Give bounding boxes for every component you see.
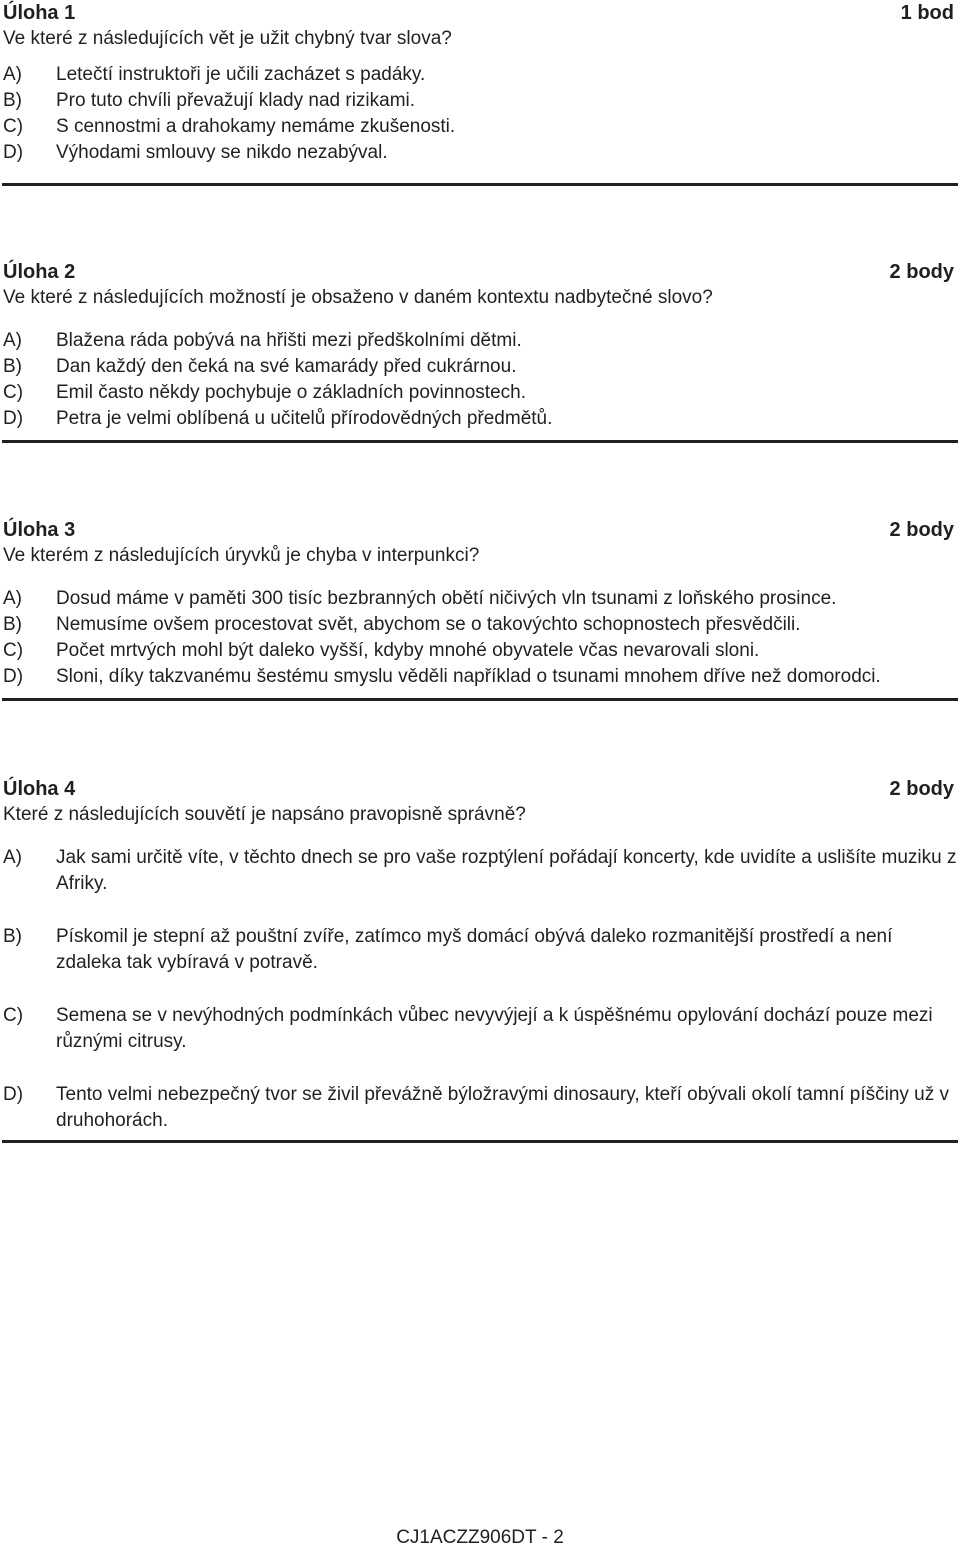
section-divider [2,1140,958,1143]
page-footer [0,1525,960,1551]
task-title: Úloha 4 [3,778,76,800]
option-letter: D) [3,408,24,429]
option-text: S cennostmi a drahokamy nemáme zkušenosti. [56,116,456,137]
option-text: Emil často někdy pochybuje o základních povinnostech. [56,382,526,403]
option-list [3,586,958,690]
task-3 [3,517,958,690]
option-text: Semena se v nevýhodných podmínkách vůbec nevyvýjejí a k úspěšnému opylování dochází pouze mezi různými citrusy. [56,1005,933,1052]
section-divider [2,698,958,701]
option-a [3,62,958,88]
task-question: Ve kterém z následujících úryvků je chyba v interpunkci? [3,545,480,566]
option-letter: C) [3,382,24,403]
option-text: Petra je velmi oblíbená u učitelů přírodovědných předmětů. [56,408,553,429]
option-c [3,1003,958,1055]
option-text: Pro tuto chvíli převažují klady nad rizikami. [56,90,416,111]
option-letter: A) [3,330,22,351]
task-title: Úloha 3 [3,519,76,541]
option-letter: B) [3,90,22,111]
option-a [3,586,958,612]
option-text: Pískomil je stepní až pouštní zvíře, zatímco myš domácí obývá daleko rozmanitější prostředí a není zdaleka tak vybíravá v potravě. [56,926,893,973]
option-a [3,328,958,354]
option-letter: C) [3,1005,24,1026]
option-text: Letečtí instruktoři je učili zacházet s padáky. [56,64,426,85]
option-letter: B) [3,614,22,635]
section-divider [2,183,958,186]
task-question: Které z následujících souvětí je napsáno pravopisně správně? [3,804,526,825]
option-text: Jak sami určitě víte, v těchto dnech se pro vaše rozptýlení pořádají koncerty, kde uvidíte a uslišíte muziku z Afriky. [56,847,957,894]
option-text: Dosud máme v paměti 300 tisíc bezbranných obětí ničivých vln tsunami z loňského prosince. [56,588,837,609]
option-c [3,114,958,140]
option-letter: C) [3,116,24,137]
option-letter: A) [3,847,22,868]
document-code: CJ1ACZZ906DT [396,1527,537,1548]
option-a [3,845,958,897]
option-letter: B) [3,356,22,377]
task-header [3,0,958,26]
option-d [3,406,958,432]
option-text: Tento velmi nebezpečný tvor se živil převážně býložravými dinosaury, kteří obývali okolí tamní píščiny už v druhohorách. [56,1084,950,1131]
task-points: 2 body [889,261,954,283]
option-d [3,1082,958,1134]
task-2 [3,259,958,432]
task-4 [3,776,958,1134]
task-header [3,259,958,285]
option-b [3,88,958,114]
option-letter: D) [3,666,24,687]
option-b [3,612,958,638]
option-text: Dan každý den čeká na své kamarády před cukrárnou. [56,356,517,377]
option-b [3,924,958,976]
page-number: - 2 [541,1527,564,1548]
option-letter: A) [3,64,22,85]
task-1 [3,0,958,166]
option-c [3,380,958,406]
task-question: Ve které z následujících vět je užit chybný tvar slova? [3,28,452,49]
option-text: Sloni, díky takzvanému šestému smyslu věděli například o tsunami mnohem dříve než domorodci. [56,666,881,687]
task-question: Ve které z následujících možností je obsaženo v daném kontextu nadbytečné slovo? [3,287,713,308]
task-header [3,776,958,802]
task-points: 1 bod [900,2,954,24]
task-title: Úloha 2 [3,261,76,283]
option-letter: A) [3,588,22,609]
task-title: Úloha 1 [3,2,76,24]
option-b [3,354,958,380]
option-letter: D) [3,142,24,163]
option-text: Výhodami smlouvy se nikdo nezabýval. [56,142,388,163]
option-d [3,140,958,166]
task-header [3,517,958,543]
option-list [3,845,958,1134]
option-letter: B) [3,926,22,947]
task-points: 2 body [889,778,954,800]
option-d [3,664,958,690]
option-text: Počet mrtvých mohl být daleko vyšší, kdyby mnohé obyvatele včas nevarovali sloni. [56,640,760,661]
option-letter: C) [3,640,24,661]
option-text: Blažena ráda pobývá na hřišti mezi předškolními dětmi. [56,330,522,351]
option-letter: D) [3,1084,24,1105]
option-list [3,62,958,166]
option-text: Nemusíme ovšem procestovat svět, abychom se o takovýchto schopnostech přesvědčili. [56,614,801,635]
task-points: 2 body [889,519,954,541]
section-divider [2,440,958,443]
option-list [3,328,958,432]
option-c [3,638,958,664]
